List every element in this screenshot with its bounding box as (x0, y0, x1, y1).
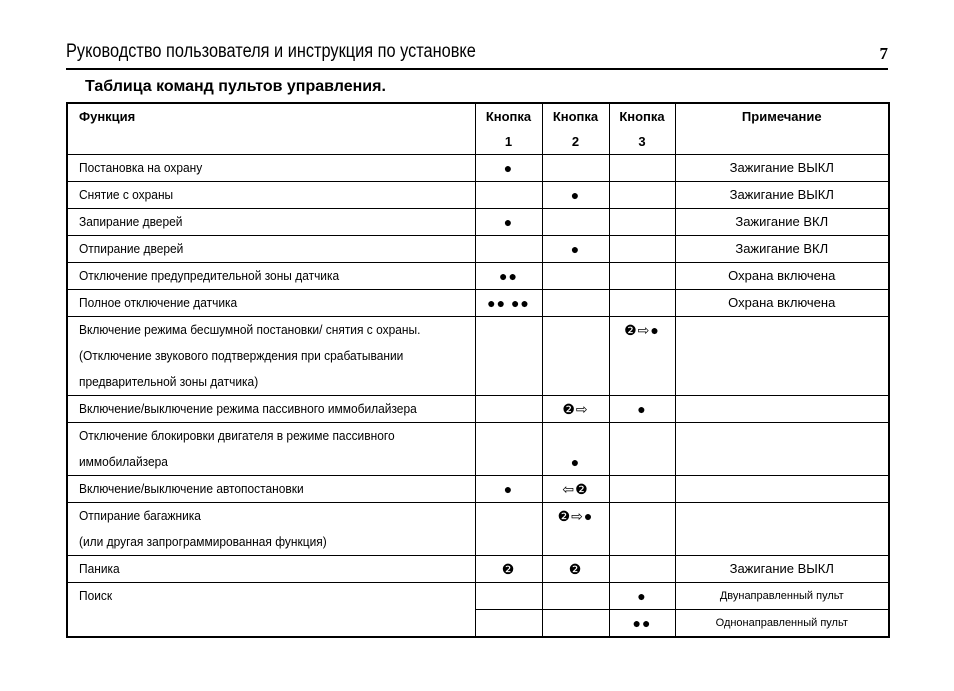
function-cell (67, 503, 475, 556)
table-row (67, 263, 889, 290)
header-button-3-number: 3 (638, 134, 646, 149)
table-row (67, 317, 889, 396)
table-row (67, 583, 889, 610)
header-button-1 (475, 103, 542, 155)
table-row (67, 182, 889, 209)
button-2-cell (542, 155, 609, 182)
table-row (67, 476, 889, 503)
function-cell (67, 583, 475, 638)
button-2-cell (542, 263, 609, 290)
button-3-cell: ❷⇨● (609, 317, 675, 396)
button-2-cell (542, 610, 609, 638)
button-3-cell (609, 236, 675, 263)
table-row (67, 503, 889, 556)
function-cell (67, 290, 475, 317)
note-cell (675, 423, 889, 476)
function-cell (67, 396, 475, 423)
button-1-cell (475, 396, 542, 423)
function-line: Отпирание дверей (79, 241, 184, 256)
note-cell: Зажигание ВЫКЛ (675, 182, 889, 209)
button-2-cell (542, 209, 609, 236)
header-button-3-label: Кнопка (619, 109, 665, 124)
button-2-cell: ● (542, 423, 609, 476)
function-line: Отпирание багажника (79, 508, 201, 523)
table-row (67, 290, 889, 317)
button-3-cell: ● (609, 583, 675, 610)
note-cell (675, 503, 889, 556)
button-1-cell (475, 423, 542, 476)
button-1-cell (475, 610, 542, 638)
function-line: Отключение блокировки двигателя в режиме пассивного (79, 428, 395, 443)
page-number: 7 (879, 44, 888, 63)
function-line: (или другая запрограммированная функция) (79, 534, 327, 549)
table-row (67, 155, 889, 182)
button-3-cell (609, 423, 675, 476)
button-2-cell: ❷⇨ (542, 396, 609, 423)
button-1-cell: ●● (475, 263, 542, 290)
note-cell (675, 476, 889, 503)
header-button-1-number: 1 (504, 134, 513, 149)
table-row (67, 236, 889, 263)
note-cell: Охрана включена (675, 263, 889, 290)
note-cell: Однонаправленный пульт (675, 610, 889, 638)
button-2-cell: ❷⇨● (542, 503, 609, 556)
button-3-cell (609, 209, 675, 236)
header-button-2-label: Кнопка (552, 109, 599, 124)
function-line: Снятие с охраны (79, 187, 174, 202)
function-cell (67, 476, 475, 503)
note-cell: Зажигание ВЫКЛ (675, 155, 889, 182)
note-cell: Зажигание ВКЛ (675, 209, 889, 236)
header-button-1-label: Кнопка (485, 109, 532, 124)
header-function: Функция (67, 103, 475, 155)
function-line: иммобилайзера (79, 454, 168, 469)
button-1-cell: ❷ (475, 556, 542, 583)
button-2-cell (542, 290, 609, 317)
table-header-row (67, 103, 889, 155)
button-1-cell (475, 182, 542, 209)
note-cell (675, 317, 889, 396)
table-row (67, 209, 889, 236)
remote-commands-table (66, 102, 890, 638)
note-cell: Зажигание ВЫКЛ (675, 556, 889, 583)
page-header (66, 40, 888, 70)
note-cell: Зажигание ВКЛ (675, 236, 889, 263)
button-1-cell: ●● ●● (475, 290, 542, 317)
function-cell (67, 182, 475, 209)
page-header-title: Руководство пользователя и инструкция по установке (66, 41, 476, 62)
note-cell: Двунаправленный пульт (675, 583, 889, 610)
function-line: Полное отключение датчика (79, 295, 238, 310)
table-row (67, 556, 889, 583)
note-cell: Охрана включена (675, 290, 889, 317)
function-line: Поиск (79, 588, 113, 603)
button-3-cell (609, 503, 675, 556)
function-line: Постановка на охрану (79, 160, 203, 175)
button-1-cell: ● (475, 476, 542, 503)
button-3-cell (609, 556, 675, 583)
function-cell (67, 236, 475, 263)
button-1-cell (475, 236, 542, 263)
button-3-cell (609, 155, 675, 182)
table-title: Таблица команд пультов управления. (85, 78, 386, 95)
button-2-cell: ● (542, 236, 609, 263)
function-cell (67, 155, 475, 182)
function-line: Отключение предупредительной зоны датчика (79, 268, 340, 283)
function-line: (Отключение звукового подтверждения при срабатывании (79, 348, 404, 363)
button-2-cell: ⇦❷ (542, 476, 609, 503)
note-cell (675, 396, 889, 423)
function-line: Включение/выключение автопостановки (79, 481, 304, 496)
function-cell (67, 263, 475, 290)
function-line: Включение режима бесшумной постановки/ снятия с охраны. (79, 322, 421, 337)
function-cell (67, 556, 475, 583)
button-1-cell (475, 583, 542, 610)
function-line: Паника (79, 561, 120, 576)
table-row (67, 396, 889, 423)
function-line: Включение/выключение режима пассивного иммобилайзера (79, 401, 417, 416)
button-3-cell (609, 263, 675, 290)
button-2-cell (542, 583, 609, 610)
button-3-cell: ● (609, 396, 675, 423)
button-3-cell (609, 290, 675, 317)
button-2-cell (542, 317, 609, 396)
header-note: Примечание (675, 103, 889, 155)
button-3-cell (609, 182, 675, 209)
button-1-cell: ● (475, 155, 542, 182)
button-1-cell (475, 317, 542, 396)
function-line: Запирание дверей (79, 214, 183, 229)
function-cell (67, 317, 475, 396)
button-2-cell: ● (542, 182, 609, 209)
function-line: предварительной зоны датчика) (79, 374, 259, 389)
button-1-cell: ● (475, 209, 542, 236)
button-2-cell: ❷ (542, 556, 609, 583)
button-3-cell (609, 476, 675, 503)
header-button-3 (609, 103, 675, 155)
table-row (67, 423, 889, 476)
function-cell (67, 209, 475, 236)
header-button-2 (542, 103, 609, 155)
header-button-2-number: 2 (571, 134, 580, 149)
button-1-cell (475, 503, 542, 556)
button-3-cell: ●● (609, 610, 675, 638)
function-cell (67, 423, 475, 476)
